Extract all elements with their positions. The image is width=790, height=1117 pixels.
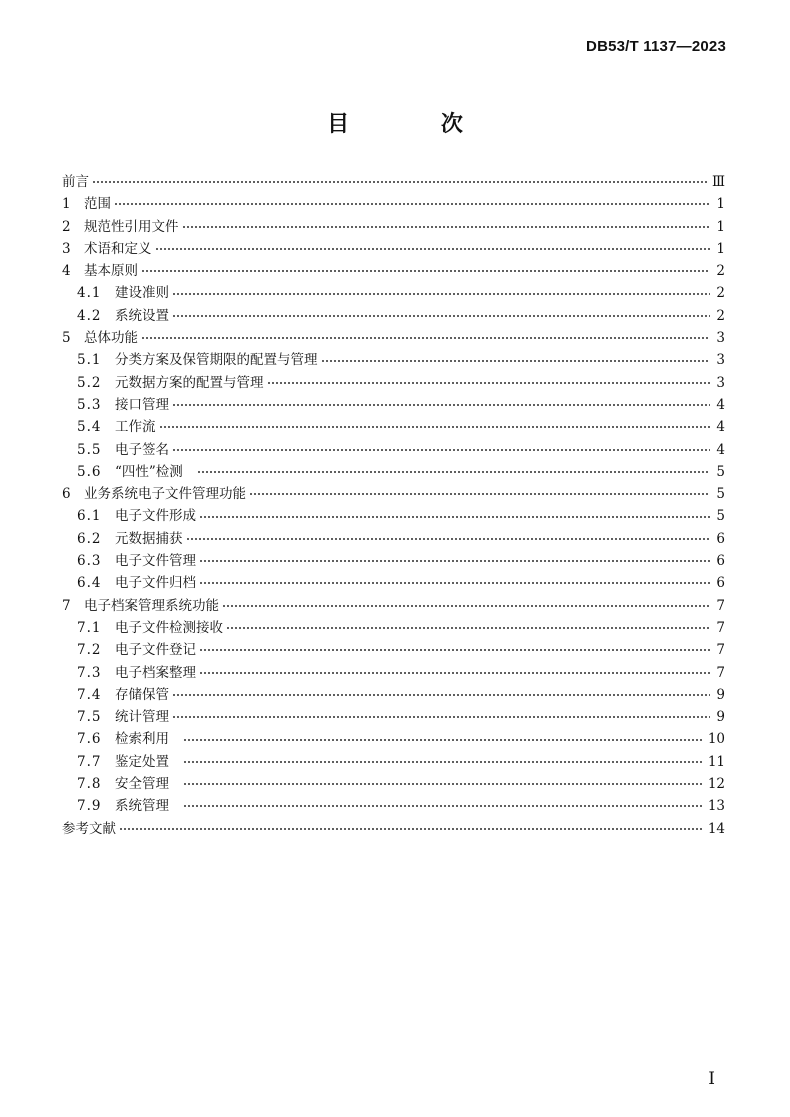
toc-section-title: 电子文件管理 [115,553,196,570]
toc-entry[interactable] [62,305,725,327]
toc-entry[interactable] [62,483,725,505]
dot-leader [172,712,710,722]
toc-section-title: 统计管理 [115,709,169,726]
toc-entry[interactable] [62,238,725,260]
toc-section-number: 5 [62,330,71,347]
toc-page-number: 10 [707,731,725,748]
toc-entry[interactable] [62,617,725,639]
dot-leader [182,222,711,232]
toc-entry[interactable] [62,639,725,661]
document-code: DB53/T 1137—2023 [586,38,726,55]
toc-page-number: 5 [716,463,725,480]
toc-section-title: 电子文件形成 [115,508,196,525]
toc-section-number: 2 [62,218,71,235]
dot-leader [183,757,703,767]
toc-section-number: 5.1 [77,352,102,369]
toc-section-title: 鉴定处置 [115,753,169,770]
toc-section-number: 7.6 [77,731,102,748]
toc-section-number: 7.5 [77,709,102,726]
toc-section-title: 系统设置 [115,307,169,324]
toc-section-title: 电子签名 [115,441,169,458]
toc-section-number: 5.2 [77,374,102,391]
toc-section-title: 电子档案管理系统功能 [84,597,219,614]
toc-entry[interactable] [62,684,725,706]
toc-section-title: 系统管理 [115,798,169,815]
toc-page-number: 3 [716,330,725,347]
toc-page-number: 7 [716,664,725,681]
dot-leader [249,489,710,499]
toc-page-number: 13 [707,798,725,815]
dot-leader [92,177,707,187]
toc-page-number: 12 [707,776,725,793]
toc-section-number: 1 [62,196,71,213]
toc-section-title: 元数据方案的配置与管理 [115,374,264,391]
dot-leader [114,199,710,209]
toc-section-number: 6.4 [77,575,102,592]
toc-section-title: 接口管理 [115,396,169,413]
toc-section-title: 安全管理 [115,776,169,793]
table-of-contents [62,171,725,840]
dot-leader [199,556,710,566]
toc-section-number: 7.9 [77,798,102,815]
dot-leader [172,311,710,321]
toc-section-title: 规范性引用文件 [84,218,179,235]
toc-page-number: 5 [716,508,725,525]
toc-entry[interactable] [62,416,725,438]
toc-entry[interactable] [62,572,725,594]
toc-page-number: 1 [716,218,725,235]
toc-page-number: Ⅲ [711,174,725,190]
toc-section-title: 基本原则 [84,263,138,280]
toc-page-number: 3 [716,374,725,391]
toc-entry[interactable] [62,394,725,416]
toc-entry[interactable] [62,260,725,282]
toc-page-number: 2 [716,263,725,280]
toc-entry[interactable] [62,706,725,728]
dot-leader [119,824,703,834]
toc-page-number: 9 [716,686,725,703]
dot-leader [172,289,710,299]
toc-section-number: 5.3 [77,396,102,413]
toc-section-title: 工作流 [115,419,156,436]
toc-section-number: 7.1 [77,619,102,636]
toc-section-number: 5.4 [77,419,102,436]
dot-leader [141,266,710,276]
toc-section-number: 6.2 [77,530,102,547]
toc-section-number: 7.7 [77,753,102,770]
toc-page-number: 6 [716,530,725,547]
toc-entry[interactable] [62,550,725,572]
toc-section-title: 分类方案及保管期限的配置与管理 [115,352,318,369]
toc-entry[interactable] [62,372,725,394]
toc-entry[interactable] [62,751,725,773]
dot-leader [199,668,710,678]
dot-leader [141,333,710,343]
toc-page-number: 11 [707,753,725,770]
dot-leader [199,512,710,522]
toc-section-number: 7.4 [77,686,102,703]
toc-section-number: 7.2 [77,642,102,659]
dot-leader [226,623,710,633]
toc-entry[interactable] [62,795,725,817]
dot-leader [172,445,710,455]
dot-leader [159,422,711,432]
toc-section-title: “四性”检测 [115,463,183,480]
toc-section-number: 4 [62,263,71,280]
dot-leader [172,690,710,700]
toc-section-number: 5.5 [77,441,102,458]
toc-section-title: 前言 [62,174,89,190]
toc-section-title: 业务系统电子文件管理功能 [84,486,246,503]
toc-entry[interactable] [62,595,725,617]
toc-page-number: 5 [716,486,725,503]
dot-leader [183,779,703,789]
toc-section-number: 3 [62,240,71,257]
toc-entry[interactable] [62,505,725,527]
toc-page-number: 6 [716,575,725,592]
dot-leader [172,400,710,410]
toc-section-number: 6 [62,486,71,503]
toc-page-number: 9 [716,709,725,726]
toc-page-number: 1 [716,196,725,213]
toc-section-title: 元数据捕获 [115,530,183,547]
dot-leader [199,578,710,588]
toc-entry[interactable] [62,349,725,371]
dot-leader [197,467,710,477]
toc-entry[interactable] [62,728,725,750]
toc-entry[interactable] [62,171,725,193]
toc-section-number: 7.3 [77,664,102,681]
toc-entry[interactable] [62,282,725,304]
toc-page-number: 7 [716,619,725,636]
toc-section-title: 检索利用 [115,731,169,748]
toc-page-number: 4 [716,396,725,413]
toc-section-number: 4.2 [77,307,102,324]
dot-leader [155,244,711,254]
toc-entry[interactable] [62,216,725,238]
toc-page-number: 6 [716,553,725,570]
dot-leader [267,378,711,388]
toc-section-title: 术语和定义 [84,240,152,257]
page-number: I [708,1069,715,1089]
dot-leader [222,601,710,611]
dot-leader [183,735,703,745]
toc-section-number: 6.1 [77,508,102,525]
dot-leader [186,534,711,544]
toc-section-title: 电子文件登记 [115,642,196,659]
toc-entry[interactable] [62,461,725,483]
toc-section-number: 7.8 [77,776,102,793]
toc-section-number: 7 [62,597,71,614]
toc-page-number: 4 [716,419,725,436]
toc-section-title: 总体功能 [84,330,138,347]
toc-entry[interactable] [62,818,725,840]
toc-section-title: 存储保管 [115,686,169,703]
dot-leader [321,356,711,366]
toc-section-title: 电子档案整理 [115,664,196,681]
page-title: 目 次 [327,112,505,137]
toc-page-number: 2 [716,285,725,302]
toc-page-number: 1 [716,240,725,257]
dot-leader [199,645,710,655]
toc-section-title: 电子文件检测接收 [115,619,223,636]
toc-entry[interactable] [62,439,725,461]
toc-section-number: 5.6 [77,463,102,480]
toc-page-number: 7 [716,642,725,659]
toc-section-number: 4.1 [77,285,102,302]
dot-leader [183,801,703,811]
toc-entry[interactable] [62,662,725,684]
toc-page-number: 2 [716,307,725,324]
toc-section-title: 建设准则 [115,285,169,302]
toc-entry[interactable] [62,528,725,550]
toc-section-title: 电子文件归档 [115,575,196,592]
toc-page-number: 4 [716,441,725,458]
toc-entry[interactable] [62,193,725,215]
toc-entry[interactable] [62,773,725,795]
toc-section-title: 参考文献 [62,820,116,837]
toc-section-title: 范围 [84,196,111,213]
toc-page-number: 3 [716,352,725,369]
toc-section-number: 6.3 [77,553,102,570]
toc-page-number: 14 [707,820,725,837]
toc-page-number: 7 [716,597,725,614]
toc-entry[interactable] [62,327,725,349]
